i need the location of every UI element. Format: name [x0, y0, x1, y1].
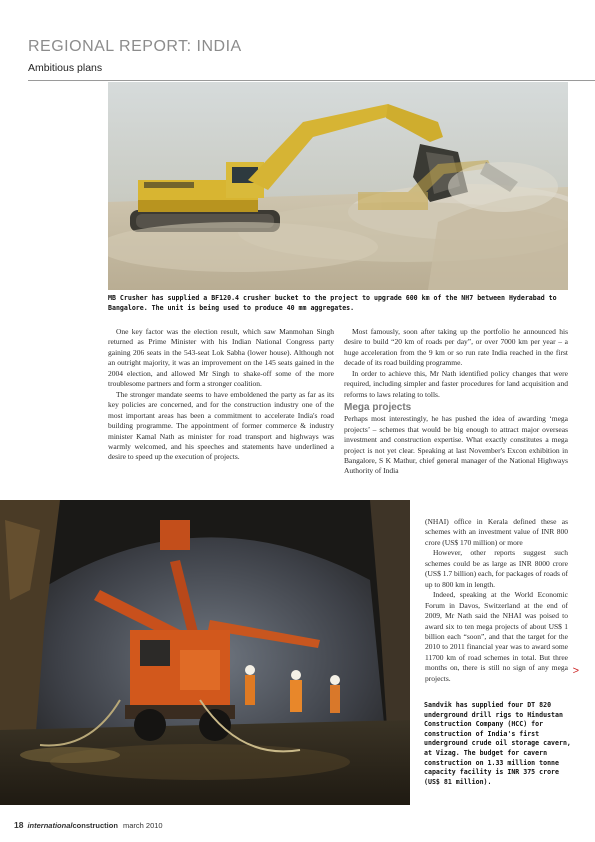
header-divider	[28, 80, 595, 81]
subheading-mega-projects: Mega projects	[344, 402, 412, 414]
body-paragraph: One key factor was the election result, which saw Manmohan Singh returned as Prime Minister with his Indian National Congress party gaining 206 seats in the 543-seat Lok Sabha (lower house). Although not an outright majority, it was an improvement on the 145 seats gained in the 2004 election, and allowed Mr Singh to shake-off some of the more troublesome partners and form a stronger coalition.	[108, 327, 334, 389]
drill-rig-illustration	[0, 500, 410, 805]
excavator-photo	[108, 82, 568, 290]
left-text-column	[108, 327, 334, 463]
drill-rig-photo	[0, 500, 410, 805]
bottom-photo-caption: Sandvik has supplied four DT 820 underground drill rigs to Hindustan Construction Company (HCC) for construction of India's first underground crude oil storage cavern, at Vizag. The budget for cavern construction on 1.33 million tonne capacity facility is INR 375 crore (US$ 81 million).	[424, 701, 571, 786]
body-paragraph: Indeed, speaking at the World Economic Forum in Davos, Switzerland at the end of 2009, Mr Nath said the NHAI was poised to award six to ten mega projects of about US$ 1 billion each “soon”, and that the target for the 2010 to 2011 financial year was to award some 11700 km of road schemes in total. But three months on, there is still no sign of any mega projects.	[425, 590, 568, 683]
excavator-illustration	[108, 82, 568, 290]
top-photo-caption: MB Crusher has supplied a BF120.4 crusher bucket to the project to upgrade 600 km of the NH7 between Hyderabad to Bangalore. The unit is being used to produce 40 mm aggregates.	[108, 294, 557, 312]
body-paragraph: In order to achieve this, Mr Nath identified policy changes that were required, including simpler and faster procedures for land acquisition and reforms to laws relating to tolls.	[344, 368, 568, 399]
article-subtitle: Ambitious plans	[28, 62, 103, 74]
right-text-column	[344, 327, 568, 477]
page-footer	[14, 820, 163, 830]
body-paragraph: (NHAI) office in Kerala defined these as schemes with an investment value of INR 800 crore (US$ 170 million) or more	[425, 517, 568, 547]
body-paragraph: Most famously, soon after taking up the portfolio he announced his desire to build “20 km of roads per day”, or over 7000 km per year – a huge acceleration from the 9 km or so run rate India reached in the first decade of its road building programme.	[344, 327, 568, 368]
magazine-name-part1: international	[27, 821, 73, 830]
body-paragraph: Perhaps most interestingly, he has pushed the idea of awarding ‘mega projects’ – schemes that would be big enough to attract major overseas investment and construction expertise. What exactly constitutes a mega project is not yet clear. Speaking at last November's Excon exhibition in Bangalore, S K Mathur, chief general manager of the National Highways Authority of India	[344, 414, 568, 476]
right-wrapped-text	[425, 517, 568, 684]
body-paragraph: The stronger mandate seems to have emboldened the party as far as its key policies are concerned, and for the construction industry one of the most important areas has been a commitment to accelerate India's road building programme. The appointment of former commerce & industry minister Kamal Nath as minister for road transport and highways was warmly welcomed, and his speeches and statements have underlined a desire to speed up the execution of projects.	[108, 389, 334, 462]
magazine-name-part2: construction	[72, 821, 118, 830]
issue-date: march 2010	[123, 821, 163, 830]
page-number: 18	[14, 820, 24, 830]
section-title: REGIONAL REPORT: INDIA	[28, 38, 242, 55]
continue-arrow-icon: >	[572, 665, 579, 677]
body-paragraph: However, other reports suggest such schemes could be as large as INR 8000 crore (US$ 1.7 billion) each, for packages of roads of up to 800 km in length.	[425, 548, 568, 589]
